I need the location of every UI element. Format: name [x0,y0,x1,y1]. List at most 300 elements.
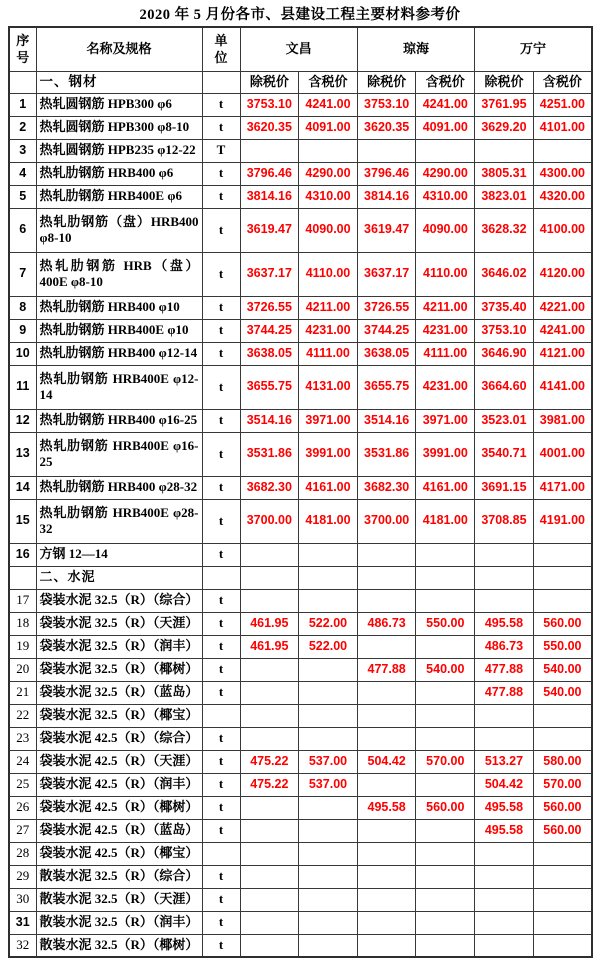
material-name: 热轧圆钢筋 HPB235 φ12-22 [36,139,202,162]
price-inc-tax-cell: 4191.00 [533,499,592,543]
unit-cell: t [202,796,240,819]
price-inc-tax-cell [299,658,358,681]
unit-cell: t [202,888,240,911]
row-serial: 24 [9,750,36,773]
price-ex-tax-cell: 3619.47 [357,208,416,252]
table-row [9,252,592,296]
price-ex-tax-cell: 3523.01 [475,409,534,432]
price-ex-tax-cell: 3814.16 [240,185,299,208]
price-ex-tax-cell: 495.58 [475,819,534,842]
price-inc-tax-cell: 4120.00 [533,252,592,296]
price-inc-tax-cell: 550.00 [533,635,592,658]
price-inc-tax-cell: 4290.00 [416,162,475,185]
col-header-city-qionghai: 琼海 [357,27,474,71]
price-ex-tax-cell [357,865,416,888]
unit-cell: t [202,773,240,796]
price-ex-tax-cell: 3726.55 [357,296,416,319]
price-inc-tax-cell: 4001.00 [533,432,592,476]
price-inc-tax-cell: 4111.00 [416,342,475,365]
price-ex-tax-cell [240,819,299,842]
table-row [9,116,592,139]
price-ex-tax-cell [357,727,416,750]
row-serial: 28 [9,842,36,865]
price-ex-tax-cell: 3761.95 [475,93,534,116]
price-inc-tax-cell [299,543,358,566]
row-serial: 32 [9,934,36,957]
price-ex-tax-cell: 3620.35 [240,116,299,139]
price-ex-tax-cell: 3691.15 [475,476,534,499]
price-inc-tax-header: 含税价 [533,71,592,93]
price-ex-tax-cell [357,819,416,842]
price-ex-tax-cell [475,727,534,750]
unit-cell: t [202,432,240,476]
price-inc-tax-cell: 4101.00 [533,116,592,139]
table-row [9,409,592,432]
row-serial: 14 [9,476,36,499]
price-ex-tax-cell [357,704,416,727]
price-inc-tax-cell: 580.00 [533,750,592,773]
price-ex-tax-cell: 477.88 [475,658,534,681]
row-serial: 1 [9,93,36,116]
table-row [9,934,592,957]
unit-cell: t [202,296,240,319]
material-name: 方钢 12—14 [36,543,202,566]
price-inc-tax-cell: 4110.00 [299,252,358,296]
price-ex-tax-cell: 3700.00 [240,499,299,543]
price-ex-tax-cell: 3531.86 [240,432,299,476]
row-serial: 15 [9,499,36,543]
price-inc-tax-cell [533,139,592,162]
price-ex-tax-cell [357,934,416,957]
price-ex-tax-cell: 495.58 [475,796,534,819]
price-ex-tax-cell: 461.95 [240,635,299,658]
material-name: 袋装水泥 32.5（R）（椰宝） [36,704,202,727]
price-inc-tax-cell: 4121.00 [533,342,592,365]
row-serial: 20 [9,658,36,681]
price-inc-tax-cell [299,727,358,750]
price-ex-tax-cell [357,543,416,566]
price-ex-tax-cell: 3744.25 [357,319,416,342]
table-row [9,612,592,635]
material-name: 热轧肋钢筋 HRB400 φ28-32 [36,476,202,499]
unit-cell: t [202,612,240,635]
price-ex-tax-cell [357,566,416,589]
table-row [9,319,592,342]
price-inc-tax-cell [416,773,475,796]
price-inc-tax-cell [533,543,592,566]
price-inc-tax-cell: 540.00 [416,658,475,681]
material-name: 热轧肋钢筋 HRB400E φ16-25 [36,432,202,476]
price-inc-tax-cell [299,819,358,842]
price-inc-tax-cell [416,139,475,162]
price-inc-tax-cell: 4211.00 [299,296,358,319]
price-inc-tax-cell [416,635,475,658]
price-inc-tax-cell [533,566,592,589]
price-inc-tax-cell: 4090.00 [416,208,475,252]
price-ex-tax-cell: 3638.05 [240,342,299,365]
price-ex-tax-cell: 477.88 [475,681,534,704]
price-ex-tax-cell [475,704,534,727]
price-inc-tax-cell: 4231.00 [299,319,358,342]
row-serial: 23 [9,727,36,750]
price-ex-tax-cell [240,589,299,612]
price-ex-tax-cell [240,934,299,957]
price-inc-tax-cell: 4171.00 [533,476,592,499]
row-serial: 16 [9,543,36,566]
table-row [9,139,592,162]
price-ex-tax-cell: 3655.75 [357,365,416,409]
price-ex-tax-cell: 3805.31 [475,162,534,185]
price-ex-tax-cell [475,865,534,888]
price-ex-tax-cell [357,842,416,865]
price-inc-tax-cell [533,911,592,934]
price-inc-tax-cell: 4310.00 [416,185,475,208]
price-ex-tax-cell: 3664.60 [475,365,534,409]
table-row [9,911,592,934]
price-inc-tax-cell: 4211.00 [416,296,475,319]
table-row [9,162,592,185]
price-inc-tax-cell: 4181.00 [416,499,475,543]
table-row [9,796,592,819]
price-inc-tax-cell [299,796,358,819]
price-ex-tax-cell: 3619.47 [240,208,299,252]
unit-cell: t [202,208,240,252]
price-inc-tax-cell [416,543,475,566]
price-ex-tax-cell [240,658,299,681]
price-ex-tax-cell [475,934,534,957]
price-inc-tax-cell [533,589,592,612]
price-ex-tax-cell: 3531.86 [357,432,416,476]
table-row [9,773,592,796]
unit-cell: t [202,342,240,365]
unit-cell: t [202,934,240,957]
price-inc-tax-cell: 537.00 [299,773,358,796]
table-row [9,727,592,750]
price-ex-tax-header: 除税价 [475,71,534,93]
price-inc-tax-cell: 560.00 [533,796,592,819]
price-ex-tax-header: 除税价 [357,71,416,93]
col-header-serial: 序号 [9,27,36,71]
unit-cell: t [202,727,240,750]
price-ex-tax-cell: 3726.55 [240,296,299,319]
row-serial: 30 [9,888,36,911]
price-inc-tax-cell: 4131.00 [299,365,358,409]
unit-cell: T [202,139,240,162]
unit-cell: t [202,93,240,116]
price-inc-tax-cell: 4290.00 [299,162,358,185]
price-ex-tax-cell: 513.27 [475,750,534,773]
price-ex-tax-cell: 3735.40 [475,296,534,319]
table-row [9,296,592,319]
table-row [9,365,592,409]
price-inc-tax-cell: 570.00 [533,773,592,796]
material-name: 热轧肋钢筋 HRB400E φ12-14 [36,365,202,409]
material-name: 热轧肋钢筋 HRB400E φ28-32 [36,499,202,543]
row-serial: 10 [9,342,36,365]
price-ex-tax-cell [475,543,534,566]
material-name: 热轧圆钢筋 HPB300 φ8-10 [36,116,202,139]
unit-cell: t [202,819,240,842]
price-ex-tax-cell: 3796.46 [357,162,416,185]
table-row [9,589,592,612]
row-serial: 4 [9,162,36,185]
row-serial: 3 [9,139,36,162]
price-inc-tax-cell [299,934,358,957]
table-row [9,342,592,365]
price-inc-tax-cell: 4161.00 [299,476,358,499]
material-name: 袋装水泥 42.5（R）（椰树） [36,796,202,819]
material-name: 散装水泥 32.5（R）（润丰） [36,911,202,934]
material-name: 袋装水泥 32.5（R）（天涯） [36,612,202,635]
price-inc-tax-cell [416,911,475,934]
price-inc-tax-cell: 4091.00 [299,116,358,139]
price-inc-tax-cell: 4310.00 [299,185,358,208]
price-ex-tax-cell: 3753.10 [357,93,416,116]
price-ex-tax-cell [357,635,416,658]
material-price-table [8,26,593,958]
empty-unit-header [202,71,240,93]
price-inc-tax-cell [299,842,358,865]
unit-cell: t [202,409,240,432]
price-inc-tax-cell: 3971.00 [299,409,358,432]
price-ex-tax-cell: 495.58 [357,796,416,819]
price-inc-tax-cell: 570.00 [416,750,475,773]
unit-cell: t [202,116,240,139]
table-row [9,635,592,658]
price-ex-tax-cell [475,589,534,612]
price-ex-tax-cell [475,566,534,589]
material-name: 袋装水泥 42.5（R）（综合） [36,727,202,750]
price-ex-tax-cell: 3700.00 [357,499,416,543]
row-serial: 25 [9,773,36,796]
material-name: 热轧肋钢筋 HRB400E φ6 [36,185,202,208]
price-ex-tax-cell: 504.42 [475,773,534,796]
price-inc-tax-cell [416,704,475,727]
price-inc-tax-cell [533,842,592,865]
row-serial: 18 [9,612,36,635]
material-name: 袋装水泥 32.5（R）（综合） [36,589,202,612]
row-serial: 21 [9,681,36,704]
unit-cell [202,566,240,589]
row-serial: 11 [9,365,36,409]
price-ex-tax-cell: 3637.17 [357,252,416,296]
material-name: 热轧肋钢筋 HRB400 φ10 [36,296,202,319]
table-row [9,543,592,566]
price-inc-tax-cell [299,589,358,612]
price-inc-tax-cell: 522.00 [299,612,358,635]
col-header-city-wanning: 万宁 [475,27,592,71]
price-inc-tax-cell [299,911,358,934]
price-ex-tax-cell [240,139,299,162]
material-name: 热轧肋钢筋 HRB400 φ6 [36,162,202,185]
price-ex-tax-cell: 3744.25 [240,319,299,342]
row-serial: 12 [9,409,36,432]
price-ex-tax-cell [240,842,299,865]
price-inc-tax-cell: 560.00 [416,796,475,819]
price-inc-tax-cell [299,865,358,888]
price-ex-tax-cell: 3814.16 [357,185,416,208]
row-serial: 13 [9,432,36,476]
col-header-unit: 单位 [202,27,240,71]
price-ex-tax-cell: 3620.35 [357,116,416,139]
price-ex-tax-cell: 3540.71 [475,432,534,476]
price-inc-tax-cell: 4251.00 [533,93,592,116]
material-name: 热轧肋钢筋（盘）HRB400 φ8-10 [36,208,202,252]
price-inc-tax-cell [299,888,358,911]
price-ex-tax-cell [240,681,299,704]
row-serial: 7 [9,252,36,296]
section-label-steel: 一、钢材 [36,71,202,93]
price-ex-tax-cell: 3708.85 [475,499,534,543]
row-serial: 22 [9,704,36,727]
price-inc-tax-cell [533,727,592,750]
price-ex-tax-cell: 477.88 [357,658,416,681]
unit-cell [202,704,240,727]
price-inc-tax-cell [299,139,358,162]
material-name: 袋装水泥 42.5（R）（椰宝） [36,842,202,865]
price-inc-tax-cell: 4300.00 [533,162,592,185]
price-inc-tax-cell: 3991.00 [299,432,358,476]
table-row [9,750,592,773]
row-serial: 26 [9,796,36,819]
price-inc-tax-cell: 4111.00 [299,342,358,365]
unit-cell: t [202,911,240,934]
price-ex-tax-cell: 3629.20 [475,116,534,139]
unit-cell: t [202,865,240,888]
unit-cell [202,842,240,865]
col-header-name: 名称及规格 [36,27,202,71]
price-ex-tax-cell: 461.95 [240,612,299,635]
price-ex-tax-cell [240,727,299,750]
price-ex-tax-cell [240,911,299,934]
price-inc-tax-cell: 560.00 [533,819,592,842]
price-inc-tax-cell: 4320.00 [533,185,592,208]
table-header-row-2 [9,71,592,93]
price-inc-tax-cell: 560.00 [533,612,592,635]
price-inc-tax-cell: 4091.00 [416,116,475,139]
table-row [9,93,592,116]
unit-cell: t [202,681,240,704]
unit-cell: t [202,319,240,342]
price-ex-tax-cell: 3514.16 [240,409,299,432]
price-ex-tax-cell: 486.73 [475,635,534,658]
price-inc-tax-cell [299,681,358,704]
price-ex-tax-cell [357,139,416,162]
price-inc-tax-cell: 4241.00 [416,93,475,116]
price-ex-tax-cell: 504.42 [357,750,416,773]
price-ex-tax-cell: 486.73 [357,612,416,635]
material-name: 散装水泥 32.5（R）（综合） [36,865,202,888]
price-ex-tax-cell [475,911,534,934]
price-ex-tax-cell: 3637.17 [240,252,299,296]
price-inc-tax-cell: 540.00 [533,681,592,704]
material-name: 袋装水泥 32.5（R）（蓝岛） [36,681,202,704]
price-ex-tax-cell [475,888,534,911]
price-inc-tax-cell [533,888,592,911]
price-inc-tax-header: 含税价 [416,71,475,93]
unit-cell: t [202,750,240,773]
price-ex-tax-cell: 3753.10 [240,93,299,116]
table-row [9,499,592,543]
price-ex-tax-cell: 3514.16 [357,409,416,432]
material-name: 热轧肋钢筋 HRB400E φ10 [36,319,202,342]
price-ex-tax-cell: 3796.46 [240,162,299,185]
price-inc-tax-cell: 522.00 [299,635,358,658]
section-row [9,566,592,589]
price-inc-tax-cell: 4110.00 [416,252,475,296]
price-inc-tax-cell [416,681,475,704]
material-name: 热轧圆钢筋 HPB300 φ6 [36,93,202,116]
price-ex-tax-cell [475,842,534,865]
price-ex-tax-cell: 3655.75 [240,365,299,409]
table-row [9,185,592,208]
section-label-cement: 二、水泥 [36,566,202,589]
price-ex-tax-cell: 3628.32 [475,208,534,252]
page-title: 2020 年 5 月份各市、县建设工程主要材料参考价 [139,7,461,23]
row-serial: 19 [9,635,36,658]
price-inc-tax-cell [416,727,475,750]
material-name: 袋装水泥 32.5（R）（润丰） [36,635,202,658]
row-serial: 9 [9,319,36,342]
unit-cell: t [202,499,240,543]
table-row [9,208,592,252]
unit-cell: t [202,589,240,612]
price-ex-tax-cell [475,139,534,162]
table-row [9,432,592,476]
price-inc-tax-cell [299,704,358,727]
material-name: 袋装水泥 42.5（R）（润丰） [36,773,202,796]
price-inc-tax-cell: 4231.00 [416,365,475,409]
unit-cell: t [202,365,240,409]
price-inc-tax-cell [416,566,475,589]
price-ex-tax-cell: 3646.90 [475,342,534,365]
row-serial: 8 [9,296,36,319]
row-serial: 29 [9,865,36,888]
unit-cell: t [202,185,240,208]
material-name: 散装水泥 32.5（R）（天涯） [36,888,202,911]
row-serial: 5 [9,185,36,208]
table-row [9,681,592,704]
price-inc-tax-cell [533,704,592,727]
price-ex-tax-header: 除税价 [240,71,299,93]
price-ex-tax-cell [357,911,416,934]
price-inc-tax-cell: 4161.00 [416,476,475,499]
price-inc-tax-cell: 540.00 [533,658,592,681]
row-serial [9,566,36,589]
price-inc-tax-cell [416,589,475,612]
price-inc-tax-cell: 3991.00 [416,432,475,476]
unit-cell: t [202,252,240,296]
material-name: 袋装水泥 42.5（R）（天涯） [36,750,202,773]
price-ex-tax-cell: 3682.30 [240,476,299,499]
price-inc-tax-cell: 4090.00 [299,208,358,252]
row-serial: 27 [9,819,36,842]
table-row [9,658,592,681]
material-name: 热轧肋钢筋 HRB（盘）400E φ8-10 [36,252,202,296]
empty-serial-header [9,71,36,93]
price-inc-tax-cell [416,888,475,911]
price-ex-tax-cell [357,888,416,911]
price-ex-tax-cell [240,543,299,566]
material-name: 热轧肋钢筋 HRB400 φ16-25 [36,409,202,432]
price-ex-tax-cell: 475.22 [240,750,299,773]
price-inc-tax-cell: 550.00 [416,612,475,635]
col-header-city-wenchang: 文昌 [240,27,357,71]
price-inc-tax-header: 含税价 [299,71,358,93]
price-inc-tax-cell: 4241.00 [299,93,358,116]
price-ex-tax-cell: 3638.05 [357,342,416,365]
row-serial: 31 [9,911,36,934]
